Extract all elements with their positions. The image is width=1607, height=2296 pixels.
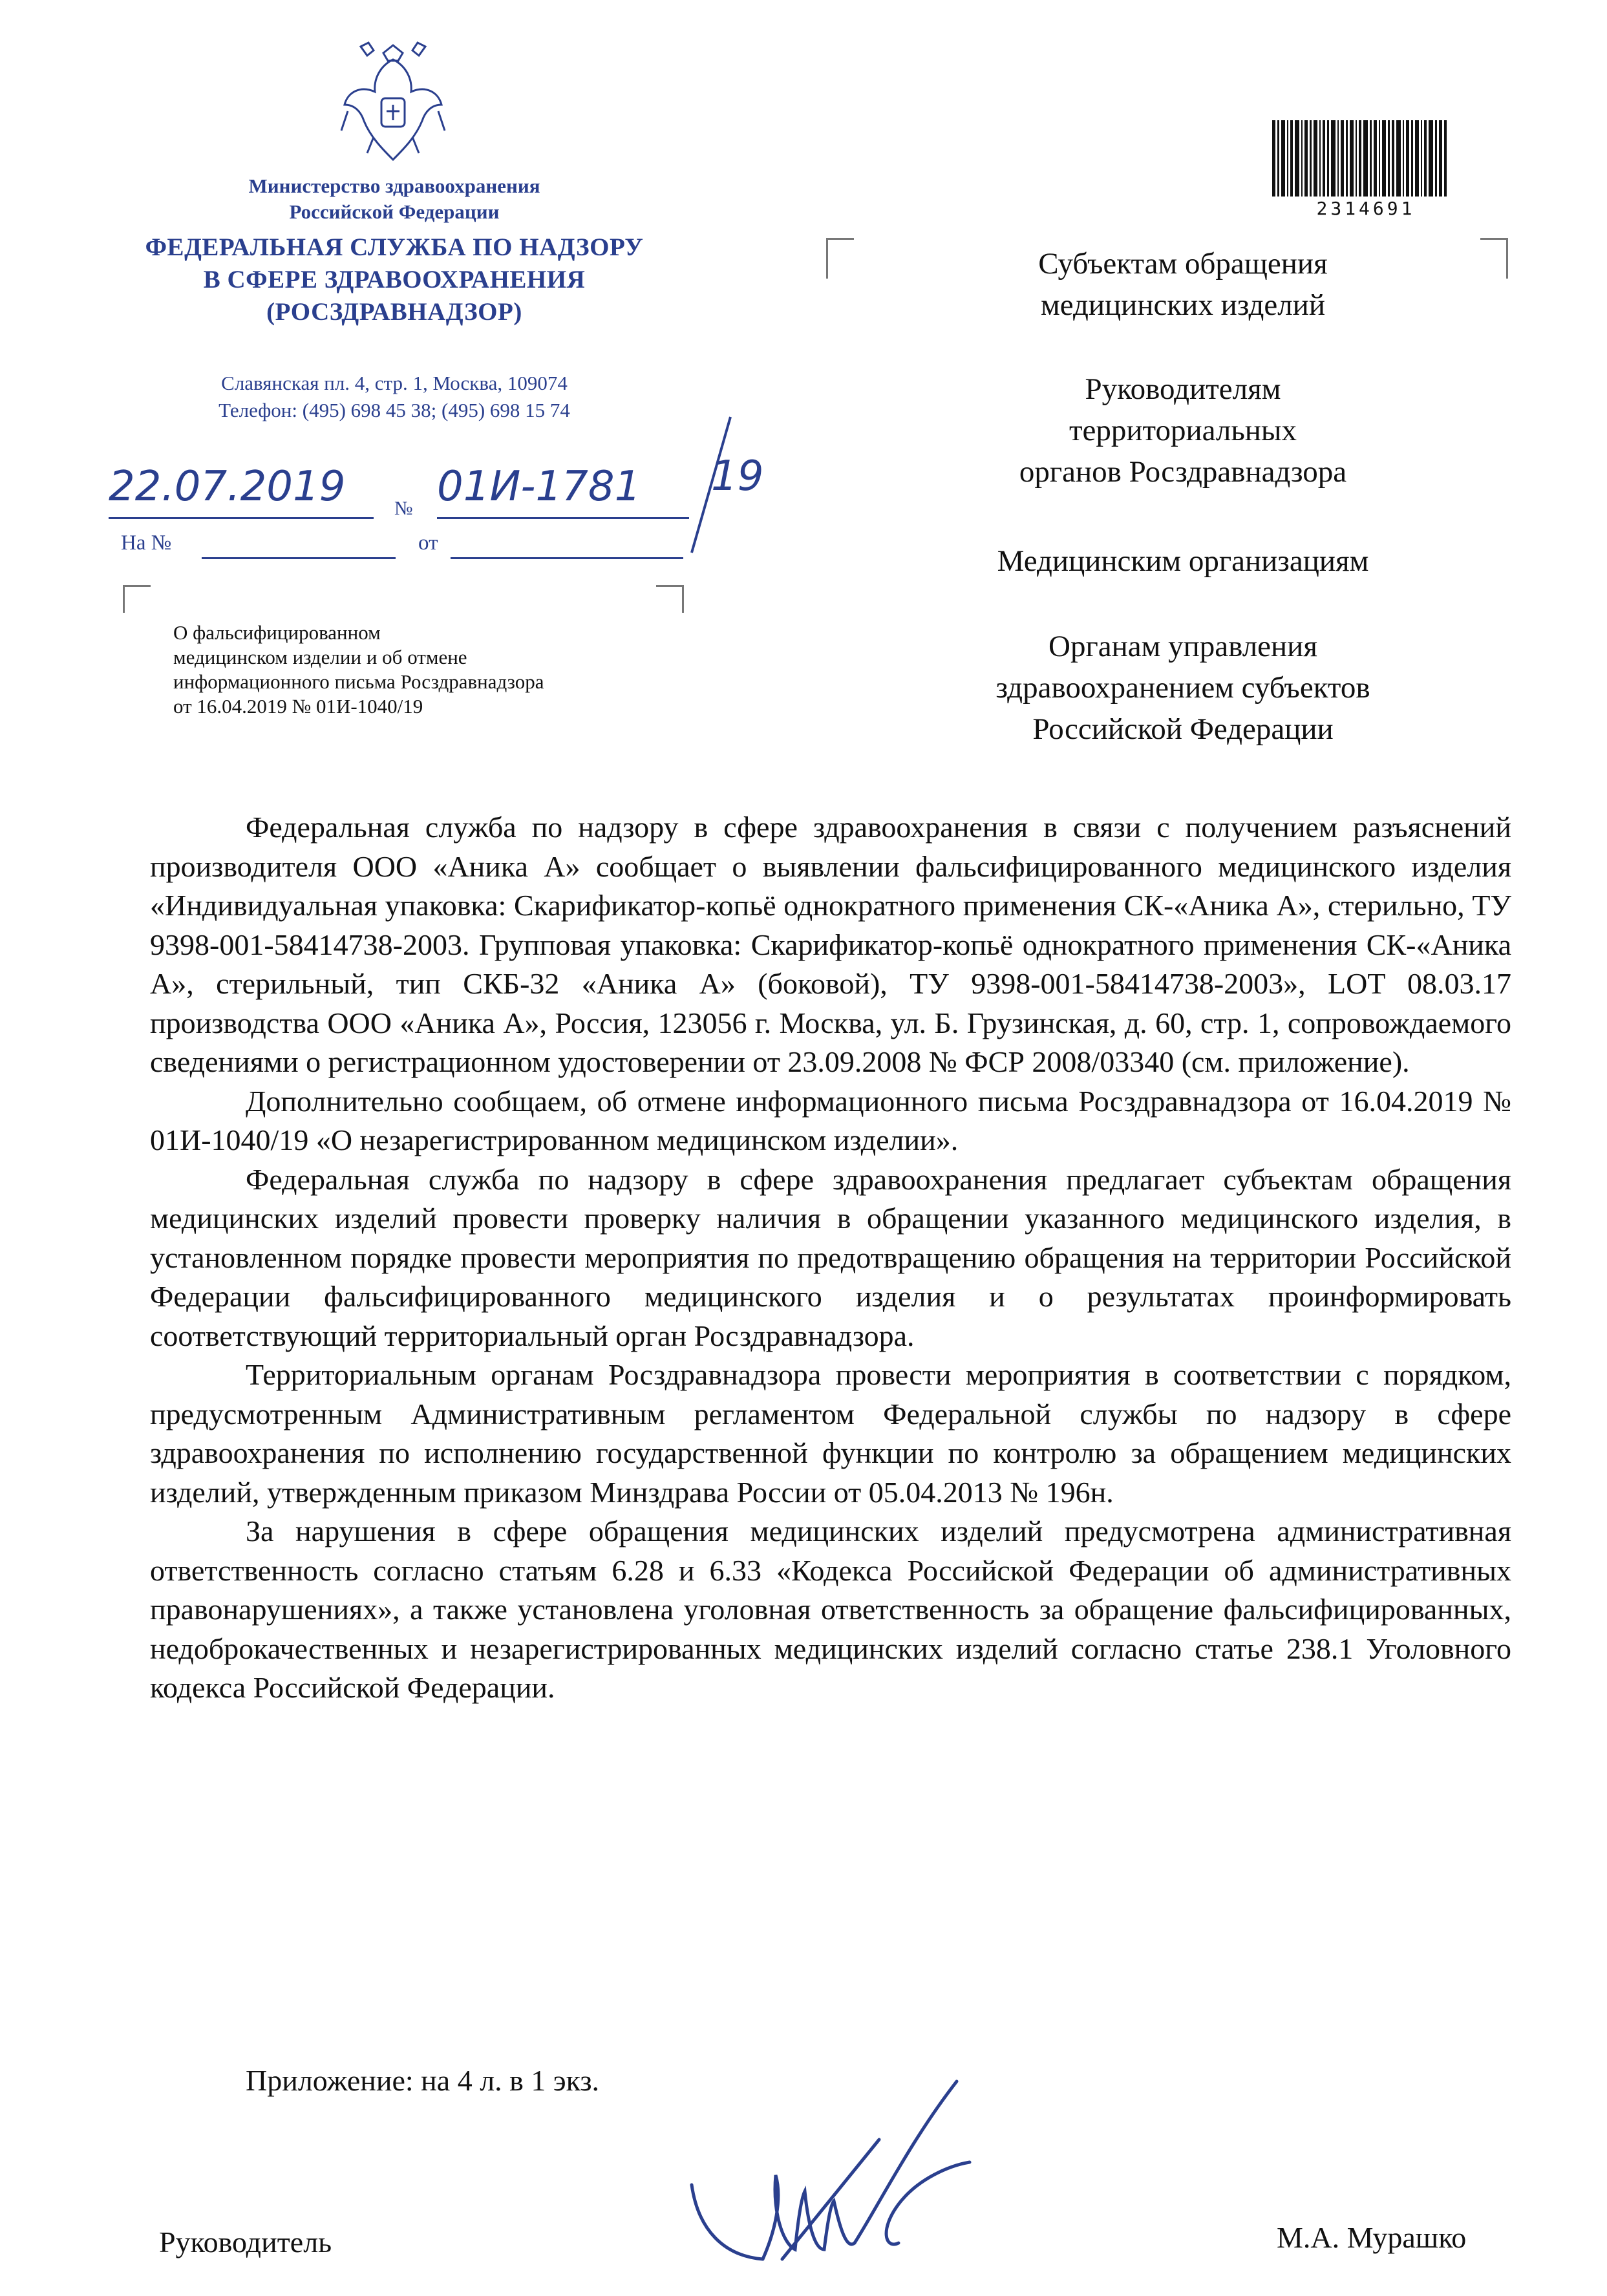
subject-line: информационного письма Росздравнадзора <box>173 670 544 693</box>
service-name-line: ФЕДЕРАЛЬНАЯ СЛУЖБА ПО НАДЗОРУ <box>145 233 644 261</box>
signatory-role: Руководитель <box>159 2226 332 2259</box>
service-name-line: (РОСЗДРАВНАДЗОР) <box>266 298 522 326</box>
reply-date-label: от <box>418 531 438 555</box>
subject-line: О фальсифицированном <box>173 621 381 644</box>
addressee-group <box>905 368 1461 493</box>
subject-line: медицинском изделии и об отмене <box>173 646 467 668</box>
addressee-line: Руководителям <box>1085 372 1281 406</box>
address-line: Славянская пл. 4, стр. 1, Москва, 109074 <box>221 372 568 394</box>
letter-body <box>150 808 1511 1708</box>
signatory-name: М.А. Мурашко <box>1277 2221 1467 2254</box>
addressee-bracket-right <box>1480 238 1508 279</box>
ministry-name <box>162 173 627 225</box>
subject-line: от 16.04.2019 № 01И-1040/19 <box>173 695 423 717</box>
addressee-line: Медицинским организациям <box>997 544 1369 578</box>
service-name-line: В СФЕРЕ ЗДРАВООХРАНЕНИЯ <box>203 266 586 293</box>
body-paragraph: Дополнительно сообщаем, об отмене информационного письма Росздравнадзора от 16.04.2019 № 01И-1040/19 «О незарегистрированном медицинском изделии». <box>150 1084 1511 1156</box>
coat-of-arms-emblem-icon <box>335 40 451 169</box>
body-paragraph: Федеральная служба по надзору в сфере здравоохранения предлагает субъектам обращения медицинских изделий провести проверку наличия в обращении указанного медицинского изделия, в установленном порядке провести мероприятия по предотвращению обращения на территории Российской Федерации фальсифицированного медицинского изделия и о результатах проинформировать соответствующий территориальный орган Росздравнадзора. <box>150 1162 1511 1352</box>
reply-date-underline <box>451 557 683 559</box>
phone-line: Телефон: (495) 698 45 38; (495) 698 15 74 <box>218 399 570 421</box>
addressee-bracket-left <box>826 238 854 279</box>
handwritten-signature <box>685 2036 1008 2282</box>
registration-number: 01И-1781 <box>437 463 641 511</box>
addressee-line: Органам управления <box>1048 630 1317 663</box>
date-underline <box>109 517 374 519</box>
addressee-group <box>905 243 1461 326</box>
addressee-line: медицинских изделий <box>1040 288 1325 322</box>
body-paragraph: За нарушения в сфере обращения медицинских изделий предусмотрена административная ответственность согласно статьям 6.28 и 6.33 «Кодекса Российской Федерации об административных правонарушениях», а также установлена уголовная ответственность за обращение фальсифицированных, недоброкачественных и незарегистрированных медицинских изделий согласно статье 238.1 Уголовного кодекса Российской Федерации. <box>150 1515 1511 1704</box>
registration-date: 22.07.2019 <box>109 463 346 511</box>
addressee-line: Российской Федерации <box>1032 712 1334 746</box>
reply-number-label: На № <box>121 531 172 555</box>
reply-number-underline <box>202 557 396 559</box>
body-paragraph: Территориальным органам Росздравнадзора провести мероприятия в соответствии с порядком, предусмотренным Административным регламентом Федеральной службы по надзору в сфере здравоохранения по исполнению государственной функции по контролю за обращением медицинских изделий, утвержденным приказом Минздрава России от 05.04.2013 № 196н. <box>150 1358 1511 1509</box>
reply-reference-line <box>121 531 683 564</box>
ministry-name-line: Министерство здравоохранения <box>248 175 540 197</box>
addressee-group <box>905 540 1461 582</box>
attachment-note: Приложение: на 4 л. в 1 экз. <box>246 2064 600 2097</box>
registration-number-label: № <box>394 498 413 519</box>
subject-bracket-right <box>656 585 684 613</box>
service-address <box>129 370 659 424</box>
subject-bracket-left <box>123 585 151 613</box>
service-name <box>110 231 679 328</box>
registration-suffix: 19 <box>711 452 764 500</box>
addressee-line: органов Росздравнадзора <box>1019 455 1347 489</box>
addressee-group <box>905 626 1461 750</box>
body-paragraph: Федеральная служба по надзору в сфере здравоохранения в связи с получением разъяснений производителя ООО «Аника А» сообщает о выявлении фальсифицированного медицинского изделия «Индивидуальная упаковка: Скарификатор-копьё однократного применения СК-«Аника А», стерильно, ТУ 9398-001-58414738-2003. Групповая упаковка: Скарификатор-копьё однократного применения СК-«Аника А», стерильный, тип СКБ-32 «Аника А» (боковой), ТУ 9398-001-58414738-2003», LOT 08.03.17 производства ООО «Аника А», Россия, 123056 г. Москва, ул. Б. Грузинская, д. 60, стр. 1, сопровождаемого сведениями о регистрационном удостоверении от 23.09.2008 № ФСР 2008/03340 (см. приложение). <box>150 811 1511 1078</box>
barcode-number: 2314691 <box>1316 198 1416 219</box>
ministry-name-line: Российской Федерации <box>289 200 500 223</box>
barcode <box>1272 120 1447 197</box>
letter-subject <box>173 621 703 719</box>
addressee-line: Субъектам обращения <box>1038 247 1328 281</box>
addressee-line: территориальных <box>1069 414 1297 447</box>
number-underline <box>437 517 689 519</box>
addressee-line: здравоохранением субъектов <box>995 671 1370 705</box>
